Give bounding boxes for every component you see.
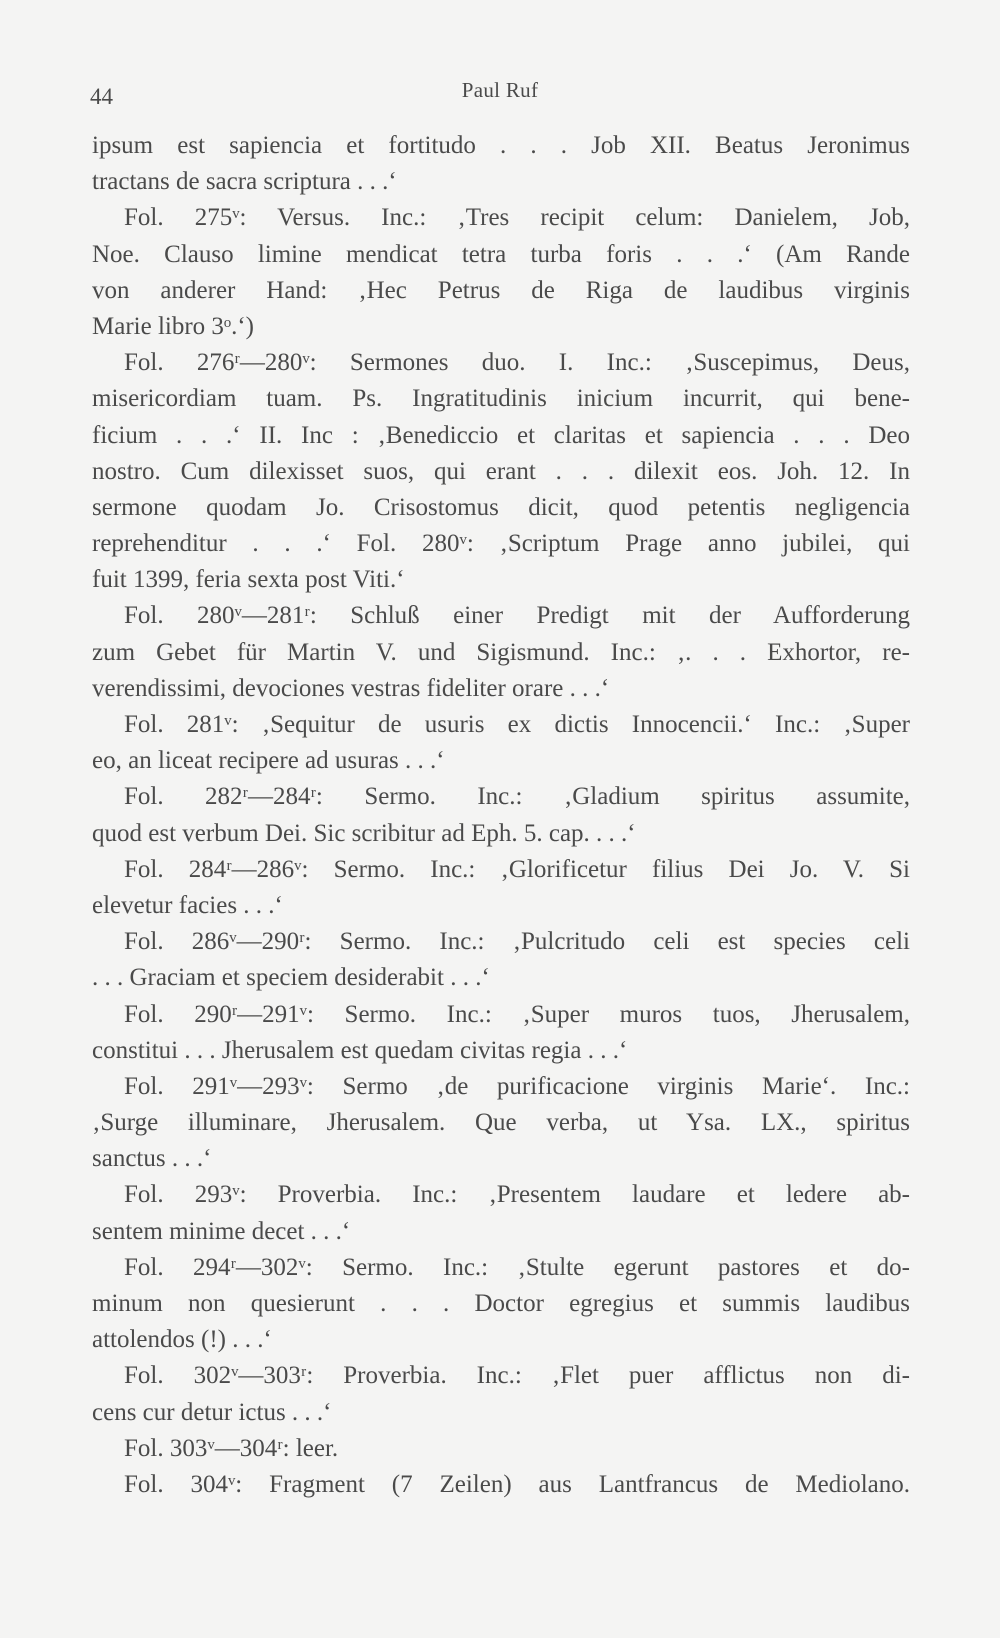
text-line: attolendos (!) . . .‘ (92, 1326, 272, 1354)
text-line: reprehenditur . . .‘ Fol. 280ᵛ: ‚Scriptum Prage anno jubilei, qui (92, 530, 910, 558)
text-line: sanctus . . .‘ (92, 1145, 212, 1173)
running-head: Paul Ruf (461, 78, 539, 102)
page-number: 44 (90, 84, 113, 109)
text-line: constitui . . . Jherusalem est quedam civitas regia . . .‘ (92, 1036, 628, 1064)
text-line: ipsum est sapiencia et fortitudo . . . Job XII. Beatus Jeronimus (92, 132, 910, 159)
text-line: Fol. 281ᵛ: ‚Sequitur de usuris ex dictis Innocencii.‘ Inc.: ‚Super (124, 711, 910, 738)
text-line: Fol. 291ᵛ—293ᵛ: Sermo ‚de purificacione virginis Marie‘. Inc.: (124, 1072, 910, 1100)
text-line: verendissimi, devociones vestras fideliter orare . . .‘ (92, 674, 610, 702)
text-line: elevetur facies . . .‘ (92, 891, 283, 919)
text-line: sermone quodam Jo. Crisostomus dicit, quod petentis negligencia (92, 493, 910, 521)
text-line: . . . Graciam et speciem desiderabit . . .‘ (92, 964, 490, 992)
text-line: eo, an liceat recipere ad usuras . . .‘ (92, 747, 445, 775)
text-line: Fol. 282ʳ—284ʳ: Sermo. Inc.: ‚Gladium spiritus assumite, (124, 783, 910, 811)
text-line: von anderer Hand: ‚Hec Petrus de Riga de laudibus virginis (92, 276, 910, 304)
text-line: Fol. 275ᵛ: Versus. Inc.: ‚Tres recipit celum: Danielem, Job, (124, 204, 910, 232)
text-line: minum non quesierunt . . . Doctor egregius et summis laudibus (92, 1290, 910, 1317)
text-line: ficium . . .‘ II. Inc : ‚Benediccio et claritas et sapiencia . . . Deo (92, 421, 910, 449)
body-text (92, 128, 910, 1503)
text-line: Fol. 280ᵛ—281ʳ: Schluß einer Predigt mit der Aufforderung (124, 602, 910, 630)
text-line: Marie libro 3ᵒ.‘) (92, 312, 255, 340)
text-line: Fol. 290ʳ—291ᵛ: Sermo. Inc.: ‚Super muros tuos, Jherusalem, (124, 1000, 910, 1028)
text-line: Fol. 304ᵛ: Fragment (7 Zeilen) aus Lantfrancus de Mediolano. (124, 1470, 910, 1498)
text-line: sentem minime decet . . .‘ (92, 1217, 351, 1245)
text-line: fuit 1399, feria sexta post Viti.‘ (92, 566, 405, 594)
text-line: Fol. 286ᵛ—290ʳ: Sermo. Inc.: ‚Pulcritudo celi est species celi (124, 928, 910, 956)
text-line: Fol. 284ʳ—286ᵛ: Sermo. Inc.: ‚Glorificetur filius Dei Jo. V. Si (124, 855, 910, 883)
text-line: nostro. Cum dilexisset suos, qui erant . . . dilexit eos. Joh. 12. In (92, 457, 910, 485)
text-line: Fol. 294ʳ—302ᵛ: Sermo. Inc.: ‚Stulte egerunt pastores et do- (124, 1253, 910, 1281)
text-line: Fol. 302ᵛ—303ʳ: Proverbia. Inc.: ‚Flet puer afflictus non di- (124, 1362, 910, 1390)
text-line: Fol. 303ᵛ—304ʳ: leer. (124, 1434, 339, 1462)
text-line: quod est verbum Dei. Sic scribitur ad Eph. 5. cap. . . .‘ (92, 819, 636, 847)
text-line: cens cur detur ictus . . .‘ (92, 1398, 332, 1426)
page-header (0, 78, 1000, 108)
text-line: ‚Surge illuminare, Jherusalem. Que verba, ut Ysa. LX., spiritus (92, 1109, 910, 1137)
text-line: zum Gebet für Martin V. und Sigismund. Inc.: ‚. . . Exhortor, re- (92, 638, 910, 666)
text-line: Fol. 276ʳ—280ᵛ: Sermones duo. I. Inc.: ‚Suscepimus, Deus, (124, 349, 910, 377)
text-line: Noe. Clauso limine mendicat tetra turba foris . . .‘ (Am Rande (92, 240, 910, 268)
text-line: Fol. 293ᵛ: Proverbia. Inc.: ‚Presentem laudare et ledere ab- (124, 1181, 910, 1209)
text-line: tractans de sacra scriptura . . .‘ (92, 168, 397, 196)
text-line: misericordiam tuam. Ps. Ingratitudinis inicium incurrit, qui bene- (92, 385, 910, 413)
